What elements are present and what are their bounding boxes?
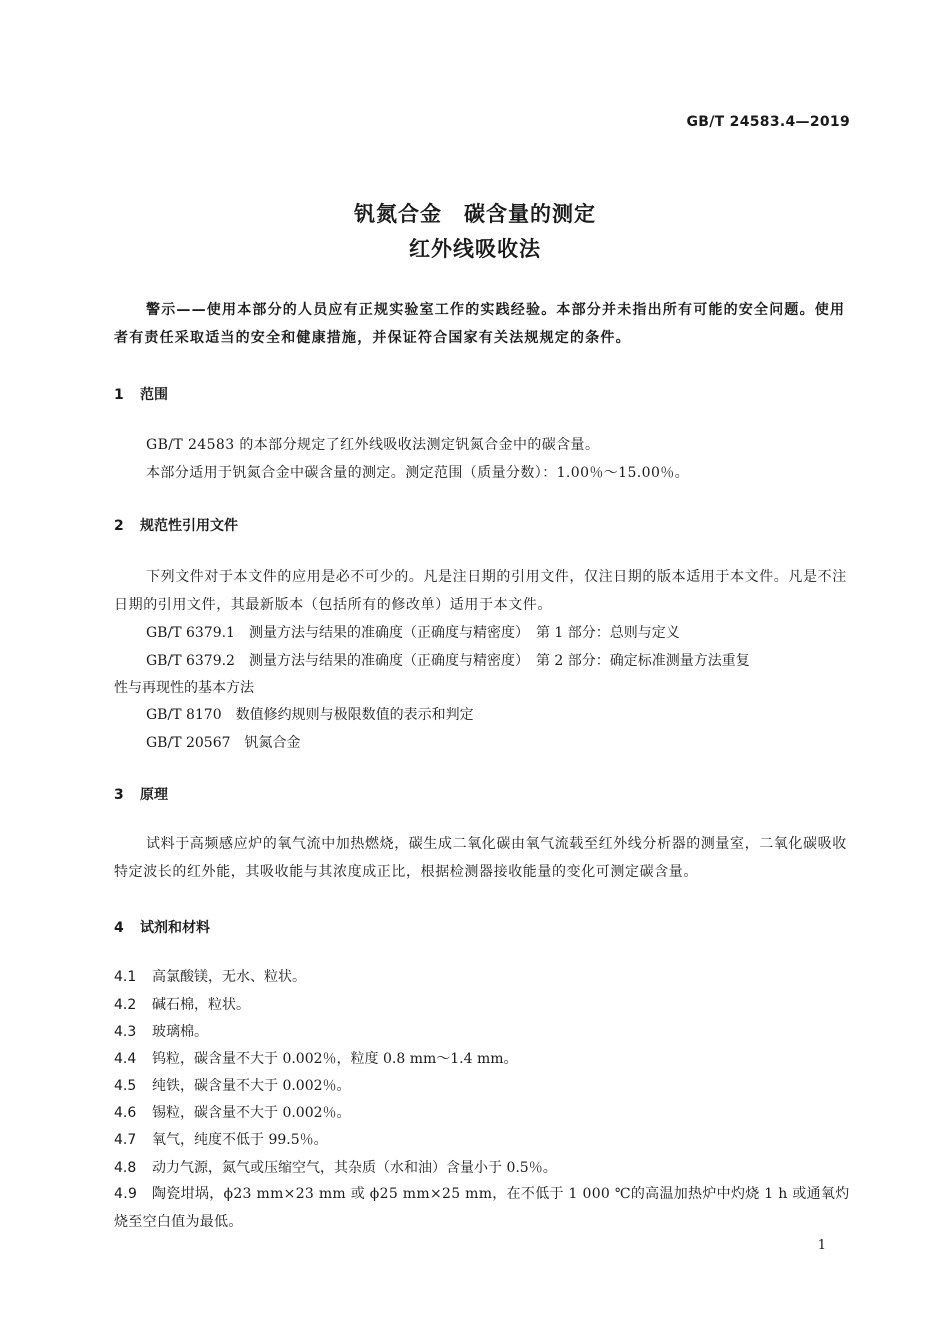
reagent-number: 4.2	[114, 997, 137, 1013]
reference-title: 测量方法与结果的准确度（正确度与精密度） 第 1 部分：总则与定义	[248, 625, 680, 641]
warning-paragraph: 警示——使用本部分的人员应有正规实验室工作的实践经验。本部分并未指出所有可能的安全问题。使用者有责任采取适当的安全和健康措施，并保证符合国家有关法规规定的条件。	[114, 302, 846, 346]
reagent-text: 锡粒，碳含量不大于 0.002％。	[152, 1105, 351, 1121]
reagent-item	[114, 1048, 518, 1068]
reagent-number: 4.3	[114, 1024, 137, 1040]
reference-code: GB/T 20567	[146, 735, 231, 751]
reagent-text: 玻璃棉。	[152, 1024, 208, 1040]
reference-item	[146, 650, 750, 670]
scope-paragraph-1: GB/T 24583 的本部分规定了红外线吸收法测定钒氮合金中的碳含量。	[146, 437, 600, 453]
reference-code: GB/T 6379.1	[146, 625, 235, 641]
reagent-text: 钨粒，碳含量不大于 0.002％，粒度 0.8 mm～1.4 mm。	[152, 1051, 518, 1067]
reference-title: 钒氮合金	[244, 735, 301, 751]
reference-title-continued: 性与再现性的基本方法	[114, 680, 254, 696]
reference-title: 测量方法与结果的准确度（正确度与精密度） 第 2 部分：确定标准测量方法重复	[248, 653, 750, 669]
reference-title: 数值修约规则与极限数值的表示和判定	[235, 707, 474, 723]
reagent-item	[114, 1075, 351, 1095]
reagent-item	[114, 1021, 208, 1041]
section-number: 3	[114, 787, 124, 803]
scope-paragraph-2: 本部分适用于钒氮合金中碳含量的测定。测定范围（质量分数）：1.00％～15.00％。	[146, 465, 690, 481]
reagent-number: 4.1	[114, 969, 137, 985]
section-title: 范围	[140, 387, 168, 403]
standard-code: GB/T 24583.4—2019	[686, 114, 850, 130]
section-heading-scope	[114, 384, 168, 404]
reagent-number: 4.8	[114, 1160, 137, 1176]
section-number: 4	[114, 920, 124, 936]
reagent-text: 碱石棉，粒状。	[152, 997, 250, 1013]
reagent-text: 陶瓷坩埚，ϕ23 mm×23 mm 或 ϕ25 mm×25 mm，在不低于 1 000 ℃的高温加热炉中灼烧 1 h 或通氧灼烧至空白值为最低。	[114, 1186, 850, 1230]
reagent-number: 4.4	[114, 1051, 137, 1067]
section-title: 试剂和材料	[140, 920, 210, 936]
document-subtitle: 红外线吸收法	[409, 237, 541, 261]
reagent-text: 氧气，纯度不低于 99.5％。	[152, 1132, 328, 1148]
reagent-number: 4.5	[114, 1078, 137, 1094]
reagent-text: 纯铁，碳含量不大于 0.002％。	[152, 1078, 351, 1094]
reagent-item	[114, 994, 250, 1014]
section-title: 规范性引用文件	[140, 518, 238, 534]
reagent-item	[114, 1157, 557, 1177]
reagent-item	[114, 1102, 351, 1122]
reagent-number: 4.6	[114, 1105, 137, 1121]
reference-item	[146, 732, 301, 752]
reagent-item	[114, 1180, 850, 1236]
document-title: 钒氮合金 碳含量的测定	[354, 202, 596, 226]
reagent-number: 4.7	[114, 1132, 137, 1148]
reagent-item	[114, 1129, 328, 1149]
section-title: 原理	[140, 787, 168, 803]
section-number: 1	[114, 387, 124, 403]
section-number: 2	[114, 518, 124, 534]
section-heading-reagents	[114, 917, 210, 937]
page-number: 1	[817, 1238, 826, 1253]
reference-code: GB/T 6379.2	[146, 653, 235, 669]
reagent-text: 高氯酸镁，无水、粒状。	[152, 969, 306, 985]
principle-paragraph: 试料于高频感应炉的氧气流中加热燃烧，碳生成二氧化碳由氧气流载至红外线分析器的测量室，二氧化碳吸收特定波长的红外能，其吸收能与其浓度成正比，根据检测器接收能量的变化可测定碳含量。	[114, 836, 847, 880]
refs-intro-paragraph: 下列文件对于本文件的应用是必不可少的。凡是注日期的引用文件，仅注日期的版本适用于本文件。凡是不注日期的引用文件，其最新版本（包括所有的修改单）适用于本文件。	[114, 569, 847, 613]
reagent-number: 4.9	[114, 1186, 138, 1202]
section-heading-refs	[114, 515, 238, 535]
reference-item	[146, 704, 474, 724]
section-heading-principle	[114, 784, 168, 804]
reagent-item	[114, 966, 306, 986]
reference-item	[146, 622, 680, 642]
reference-code: GB/T 8170	[146, 707, 222, 723]
reagent-text: 动力气源，氮气或压缩空气，其杂质（水和油）含量小于 0.5％。	[152, 1160, 557, 1176]
